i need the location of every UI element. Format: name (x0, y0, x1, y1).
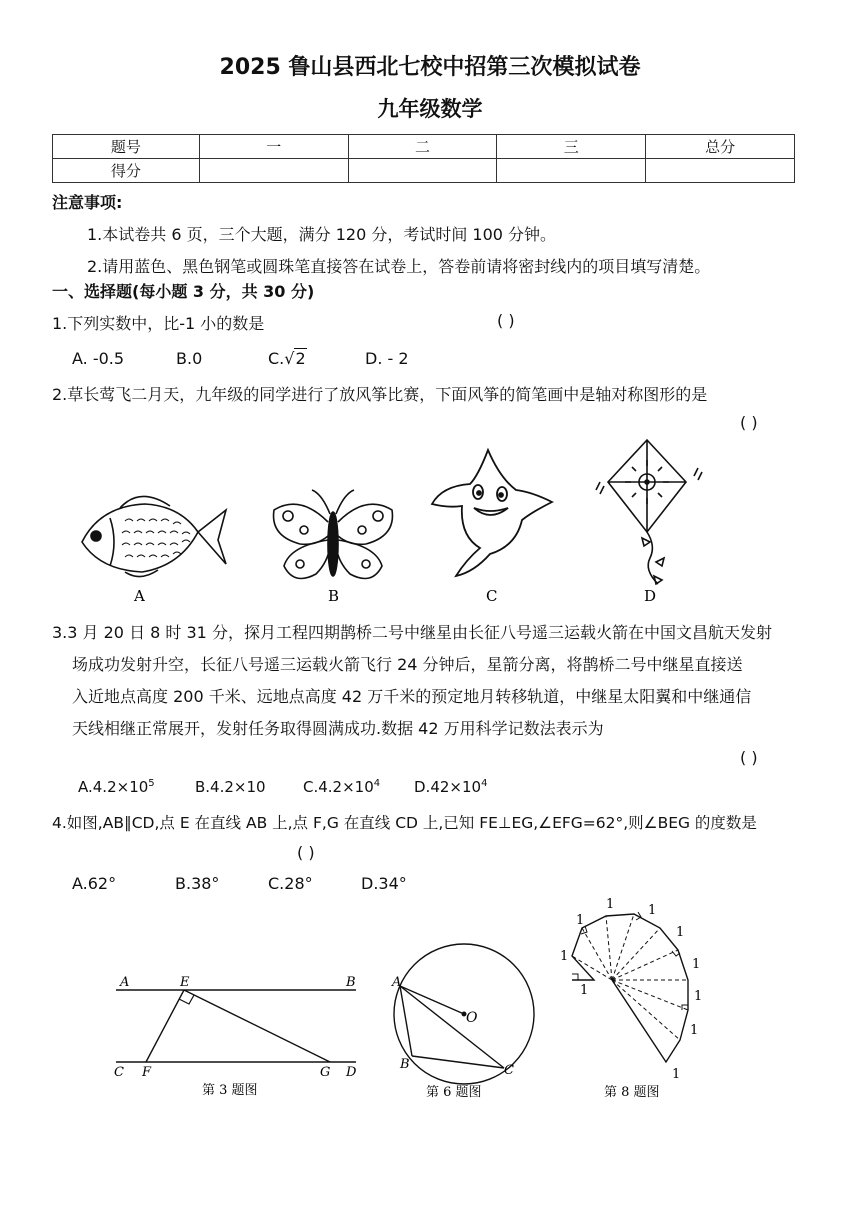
segment-length-label: 1 (692, 957, 701, 972)
option-b: B.0 (176, 349, 203, 368)
point-label: B (346, 975, 356, 990)
answer-paren[interactable]: ( ) (497, 311, 515, 330)
option-c (268, 349, 307, 368)
score-table-cell: 一 (199, 135, 348, 159)
notice-item: 2.请用蓝色、黑色钢笔或圆珠笔直接答在试卷上，答卷前请将密封线内的项目填写清楚。 (87, 257, 711, 276)
point-label: D (346, 1065, 357, 1080)
question-3-line: 天线相继正常展开，发射任务取得圆满成功.数据 42 万用科学记数法表示为 (72, 719, 604, 738)
figure-label-a: A (134, 587, 145, 605)
option-a-exponent: 5 (148, 778, 155, 789)
question-2-stem: 2.草长莺飞二月天，九年级的同学进行了放风筝比赛，下面风筝的简笔画中是轴对称图形的是 (52, 385, 708, 404)
segment-length-label: 1 (648, 903, 657, 918)
point-label: C (504, 1063, 514, 1078)
fish-drawing (82, 496, 226, 576)
segment-eg (184, 990, 330, 1062)
option-c-base: C.4.2×10 (303, 778, 374, 796)
option-b: B.4.2×10 (195, 778, 266, 796)
segment-length-label: 1 (676, 925, 685, 940)
figure-caption: 第 6 题图 (426, 1085, 482, 1100)
option-c: C.28° (268, 874, 313, 893)
point-label: E (180, 975, 190, 990)
butterfly-drawing (274, 490, 393, 579)
figure-label-c: C (486, 587, 498, 605)
exam-title: 2025 鲁山县西北七校中招第三次模拟试卷 (219, 55, 641, 80)
exam-subtitle: 九年级数学 (377, 97, 483, 121)
option-d-base: D.42×10 (414, 778, 482, 796)
figure-label-d: D (644, 587, 657, 605)
segment-length-label: 1 (576, 913, 585, 928)
point-label: G (320, 1065, 331, 1080)
sqrt-sign: √ (284, 349, 295, 368)
point-label: O (466, 1010, 478, 1026)
segment-length-label: 1 (606, 897, 615, 912)
option-a (78, 778, 155, 796)
cartoon-fish-drawing (432, 450, 552, 576)
option-d (414, 778, 487, 796)
score-table-cell: 得分 (53, 159, 200, 183)
option-a: A. -0.5 (72, 349, 125, 368)
option-a-base: A.4.2×10 (78, 778, 149, 796)
option-d: D.34° (361, 874, 407, 893)
option-b: B.38° (175, 874, 220, 893)
point-label: F (142, 1065, 152, 1080)
question-1-stem: 1.下列实数中，比-1 小的数是 (52, 314, 265, 333)
score-table-header-row (53, 135, 795, 159)
segment-length-label: 1 (560, 949, 569, 964)
hypotenuse-lines (572, 914, 688, 1040)
answer-paren[interactable]: ( ) (740, 748, 758, 767)
spiral-outline (572, 914, 688, 1062)
segment-ao (400, 986, 464, 1014)
score-table-cell: 三 (497, 135, 646, 159)
option-d: D. - 2 (365, 349, 409, 368)
notice-item: 1.本试卷共 6 页，三个大题，满分 120 分，考试时间 100 分钟。 (87, 225, 557, 244)
figure-6 (388, 930, 548, 1110)
figure-3 (108, 966, 368, 1106)
segment-length-label: 1 (694, 989, 703, 1004)
figure-caption: 第 8 题图 (604, 1085, 660, 1100)
segment-ef (146, 990, 184, 1062)
score-table-cell: 总分 (646, 135, 795, 159)
kite-figures (70, 436, 790, 606)
segment-length-label: 1 (580, 983, 589, 998)
question-3-line: 3.3 月 20 日 8 时 31 分，探月工程四期鹊桥二号中继星由长征八号遥三运载火箭在中国文昌航天发射 (52, 623, 772, 642)
option-d-exponent: 4 (481, 778, 488, 789)
score-table (52, 134, 795, 183)
point-label: C (114, 1065, 124, 1080)
score-table-cell: 二 (348, 135, 497, 159)
segment-length-label: 1 (690, 1023, 699, 1038)
sqrt-radicand: 2 (295, 349, 306, 368)
figure-label-b: B (328, 587, 340, 605)
question-3-line: 入近地点高度 200 千米、远地点高度 42 万千米的预定地月转移轨道，中继星太阳翼和中继通信 (72, 687, 752, 706)
point-label: B (400, 1057, 410, 1072)
score-entry-cell[interactable] (646, 159, 795, 183)
question-3-line: 场成功发射升空，长征八号遥三运载火箭飞行 24 分钟后，星箭分离，将鹊桥二号中继星直接送 (72, 655, 743, 674)
segment-length-label: 1 (672, 1067, 681, 1082)
section-heading: 一、选择题(每小题 3 分，共 30 分) (52, 282, 315, 301)
point-label: A (120, 975, 130, 990)
score-table-cell: 题号 (53, 135, 200, 159)
question-4-stem: 4.如图,AB∥CD,点 E 在直线 AB 上,点 F,G 在直线 CD 上,已知 FE⊥EG,∠EFG=62°,则∠BEG 的度数是 (52, 814, 757, 832)
score-entry-cell[interactable] (199, 159, 348, 183)
score-entry-cell[interactable] (348, 159, 497, 183)
score-entry-cell[interactable] (497, 159, 646, 183)
notice-heading: 注意事项: (52, 193, 123, 212)
answer-paren[interactable]: ( ) (740, 413, 758, 432)
option-a: A.62° (72, 874, 117, 893)
segment-ac (400, 986, 504, 1068)
point-label: A (392, 975, 402, 990)
figure-caption: 第 3 题图 (202, 1083, 258, 1098)
option-c-label: C. (268, 349, 285, 368)
kite-drawing (596, 440, 702, 584)
answer-paren[interactable]: ( ) (297, 843, 315, 862)
option-c-exponent: 4 (373, 778, 381, 789)
figure-8 (552, 894, 732, 1104)
score-table-score-row (53, 159, 795, 183)
option-c (303, 778, 380, 796)
